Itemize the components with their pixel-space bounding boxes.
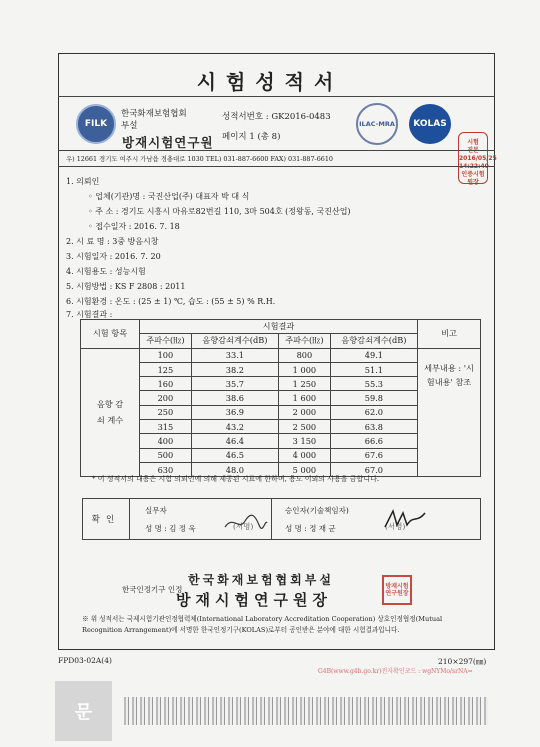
table-cell: 125 xyxy=(140,362,192,376)
table-cell: 38.6 xyxy=(191,391,278,405)
table-cell: 33.1 xyxy=(191,348,278,362)
table-cell: 1 600 xyxy=(278,391,330,405)
divider xyxy=(58,96,495,97)
stamp-line: 2016/05/25 xyxy=(459,155,497,162)
table-cell: 2 000 xyxy=(278,405,330,419)
certificate-number: 성적서번호 : GK2016-0483 xyxy=(222,112,331,122)
staff-signature: (서명) xyxy=(233,522,254,531)
table-cell: 51.1 xyxy=(330,362,417,376)
accreditation-remark: ※ 위 성적서는 국제시험기관인정협력체(International Laboratory Accreditation Cooperation) 상호인정협정(Mutual Recognition Arrangement)에 서명한 한국인정기구(KOLAS)로부터 공인받은 분야에 대한 시험결과입니다. xyxy=(82,615,443,634)
stamp-line: 14:22:40 xyxy=(459,163,489,170)
table-cell: 46.4 xyxy=(191,434,278,448)
table-cell: 66.6 xyxy=(330,434,417,448)
table-cell: 1 000 xyxy=(278,362,330,376)
table-cell: 630 xyxy=(140,462,192,476)
table-cell: 63.8 xyxy=(330,420,417,434)
results-heading: 7. 시험결과 : xyxy=(66,310,113,319)
corner-mark: 문 xyxy=(55,681,112,741)
certificate-info xyxy=(222,107,331,147)
received-date: ◦ 접수일자 : 2016. 7. 18 xyxy=(88,222,180,231)
issuer-line1: 한국화재보험협회 xyxy=(121,109,187,119)
footer-org: 한국화재보험협회부설 xyxy=(188,573,334,587)
issuer-name-main: 방재시험연구원 xyxy=(122,135,214,150)
col-item: 시험 항목 xyxy=(81,320,140,349)
results-table xyxy=(80,319,481,477)
approver-name: 성 명 : 정 재 군 xyxy=(285,524,336,533)
table-cell: 250 xyxy=(140,405,192,419)
form-code: FPD03-02A(4) xyxy=(58,656,112,665)
staff-signature-scribble-icon xyxy=(223,511,269,533)
paper-size: 210×297(㎜) xyxy=(438,657,487,666)
approver-signature-scribble-icon xyxy=(383,507,427,533)
issuer-line2: 부설 xyxy=(121,121,138,131)
col-remark: 비고 xyxy=(418,320,481,349)
divider xyxy=(58,166,495,167)
table-cell: 500 xyxy=(140,448,192,462)
table-cell: 1 250 xyxy=(278,377,330,391)
ilac-mra-icon: ILAC-MRA xyxy=(356,103,398,145)
test-environment: 6. 시험환경 : 온도 : (25 ± 1) ℃, 습도 : (55 ± 5) % R.H. xyxy=(66,297,276,306)
item-name: 음향 감쇠 계수 xyxy=(81,348,140,477)
test-date: 3. 시험일자 : 2016. 7. 20 xyxy=(66,252,161,261)
confirmation-box xyxy=(82,498,481,540)
authenticity-stamp xyxy=(458,132,497,186)
requester-address: ◦ 주 소 : 경기도 시흥시 마유로82번길 110, 3마 504호 (정왕동, 국진산업) xyxy=(88,207,351,216)
table-cell: 100 xyxy=(140,348,192,362)
remark-cell: 세부내용 : '시험내용' 참조 xyxy=(418,348,481,477)
table-cell: 38.2 xyxy=(191,362,278,376)
col-freq: 주파수(㎐) xyxy=(278,334,330,348)
sample-name: 2. 시 료 명 : 3중 방음시창 xyxy=(66,237,159,246)
table-row xyxy=(81,348,481,362)
table-cell: 800 xyxy=(278,348,330,362)
table-cell: 200 xyxy=(140,391,192,405)
footer-prefix: 한국인정기구 인정 xyxy=(122,585,183,594)
table-cell: 315 xyxy=(140,420,192,434)
confirmation-label: 확인 xyxy=(83,499,130,539)
page-number: 페이지 1 (총 8) xyxy=(222,132,281,142)
approver-role: 승인자(기술책임자) xyxy=(285,506,349,515)
col-freq: 주파수(㎐) xyxy=(140,334,192,348)
table-cell: 43.2 xyxy=(191,420,278,434)
filk-logo-icon: FILK xyxy=(76,104,116,144)
barcode-strip xyxy=(124,697,488,725)
col-coef: 음향감쇠계수(dB) xyxy=(191,334,278,348)
stamp-line: 진본 xyxy=(467,147,479,154)
table-cell: 67.0 xyxy=(330,462,417,476)
requester-company: ◦ 업체(기관)명 : 국진산업(주) 대표자 박 대 식 xyxy=(88,192,250,201)
issuer-address: 우) 12661 경기도 여주시 가남읍 경충대로 1030 TEL) 031-887-6600 FAX) 031-887-6610 xyxy=(66,155,333,163)
table-cell: 62.0 xyxy=(330,405,417,419)
approver-signature: (서명) xyxy=(385,522,406,531)
usage-note: * 이 성적서의 내용은 시험 의뢰인에 의해 제공된 시료에 한하며, 용도 이외의 사용을 금합니다. xyxy=(92,475,380,483)
table-cell: 55.3 xyxy=(330,377,417,391)
table-cell: 67.6 xyxy=(330,448,417,462)
table-cell: 46.5 xyxy=(191,448,278,462)
table-cell: 35.7 xyxy=(191,377,278,391)
divider xyxy=(58,150,495,151)
issuer-name-small xyxy=(121,108,187,132)
divider xyxy=(271,499,272,539)
stamp-line: 시험 xyxy=(467,139,479,146)
table-cell: 59.8 xyxy=(330,391,417,405)
table-cell: 49.1 xyxy=(330,348,417,362)
staff-name: 성 명 : 김 정 욱 xyxy=(145,524,196,533)
table-cell: 5 000 xyxy=(278,462,330,476)
table-cell: 3 150 xyxy=(278,434,330,448)
table-cell: 160 xyxy=(140,377,192,391)
table-cell: 2 500 xyxy=(278,420,330,434)
col-results: 시험결과 xyxy=(140,320,418,334)
kolas-icon: KOLAS xyxy=(409,104,451,144)
stamp-line: 인증시험원장 xyxy=(461,171,485,186)
table-cell: 4 000 xyxy=(278,448,330,462)
official-seal: 방재시험연구원장 xyxy=(382,575,412,605)
staff-role: 실무자 xyxy=(145,506,167,515)
requester-heading: 1. 의뢰인 xyxy=(66,177,100,186)
col-coef: 음향감쇠계수(dB) xyxy=(330,334,417,348)
table-cell: 48.0 xyxy=(191,462,278,476)
table-cell: 36.9 xyxy=(191,405,278,419)
footer-head: 방재시험연구원장 xyxy=(176,591,332,609)
verification-code: G4B(www.g4b.go.kr)전자확인코드 : wgNYMo/srNA= xyxy=(318,668,473,675)
table-cell: 400 xyxy=(140,434,192,448)
test-method: 5. 시험방법 : KS F 2808 : 2011 xyxy=(66,282,186,291)
document-title: 시험성적서 xyxy=(196,70,344,94)
test-purpose: 4. 시험용도 : 성능시험 xyxy=(66,267,146,276)
